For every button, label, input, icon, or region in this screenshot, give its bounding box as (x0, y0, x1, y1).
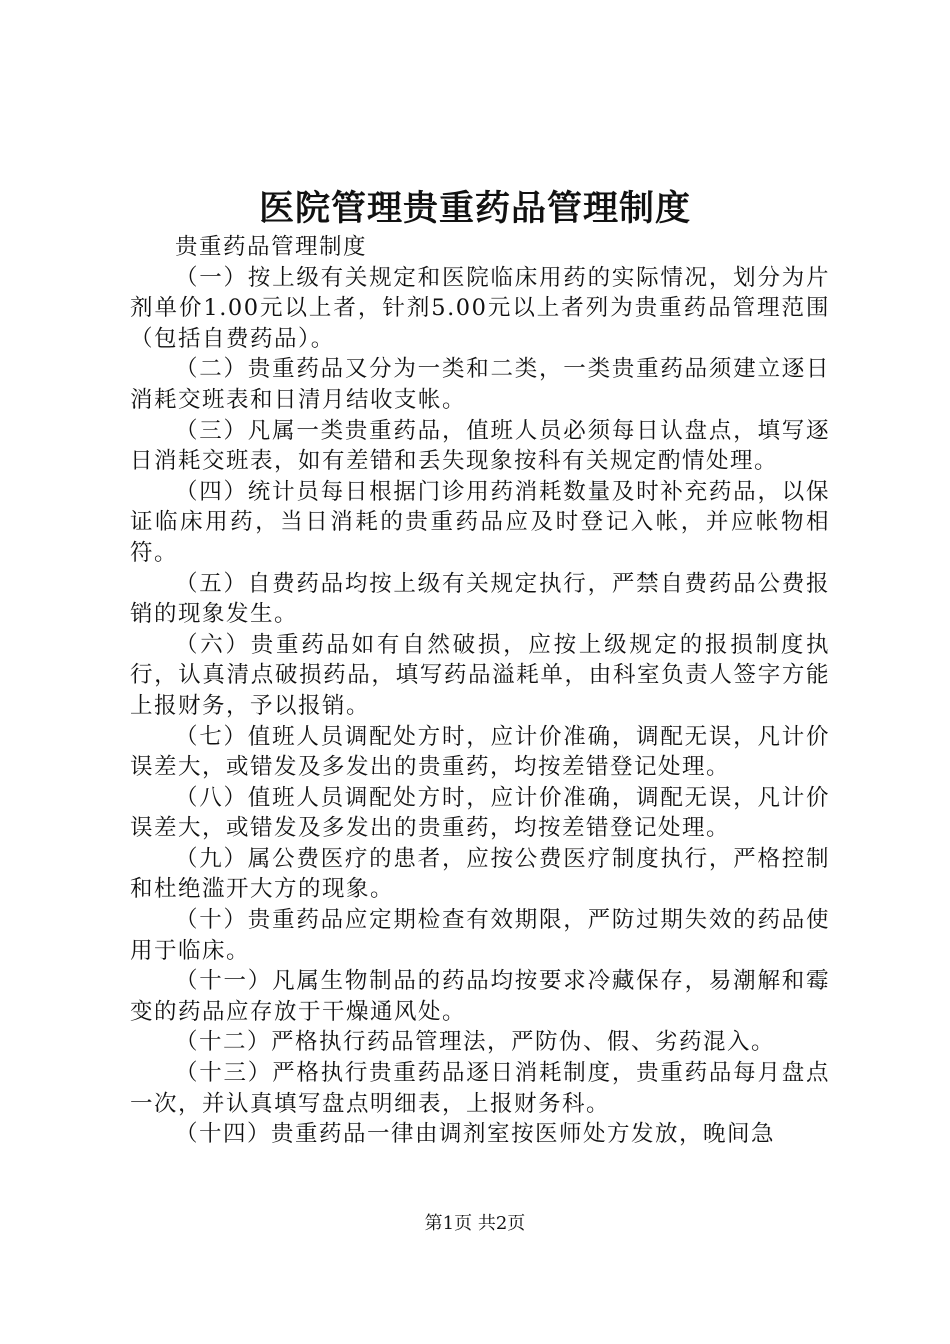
document-subtitle: 贵重药品管理制度 (175, 234, 368, 260)
document-body (130, 232, 830, 1150)
paragraph-2: （二）贵重药品又分为一类和二类，一类贵重药品须建立逐日消耗交班表和日清月结收支帐。 (130, 356, 830, 413)
page-number-footer: 第1页 共2页 (424, 1213, 526, 1234)
paragraph-7: （七）值班人员调配处方时，应计价准确，调配无误，凡计价误差大，或错发及多发出的贵重药，均按差错登记处理。 (130, 723, 830, 781)
paragraph-11: （十一）凡属生物制品的药品均按要求冷藏保存，易潮解和霉变的药品应存放于干燥通风处。 (130, 968, 830, 1025)
paragraph-1: （一）按上级有关规定和医院临床用药的实际情况，划分为片剂单价1.00元以上者，针剂5.00元以上者列为贵重药品管理范围（包括自费药品）。 (130, 264, 830, 352)
paragraph-13: （十三）严格执行贵重药品逐日消耗制度，贵重药品每月盘点一次，并认真填写盘点明细表，上报财务科。 (130, 1060, 830, 1117)
paragraph-8: （八）值班人员调配处方时，应计价准确，调配无误，凡计价误差大，或错发及多发出的贵重药，均按差错登记处理。 (130, 784, 830, 842)
paragraph-6: （六）贵重药品如有自然破损，应按上级规定的报损制度执行，认真清点破损药品，填写药品溢耗单，由科室负责人签字方能上报财务，予以报销。 (130, 631, 830, 719)
document-title: 医院管理贵重药品管理制度 (258, 188, 691, 229)
paragraph-12: （十二）严格执行药品管理法，严防伪、假、劣药混入。 (175, 1029, 776, 1056)
paragraph-4: （四）统计员每日根据门诊用药消耗数量及时补充药品，以保证临床用药，当日消耗的贵重药品应及时登记入帐，并应帐物相符。 (130, 478, 830, 566)
paragraph-10: （十）贵重药品应定期检查有效期限，严防过期失效的药品使用于临床。 (130, 907, 830, 964)
paragraph-3: （三）凡属一类贵重药品，值班人员必须每日认盘点，填写逐日消耗交班表，如有差错和丢失现象按科有关规定酌情处理。 (130, 417, 830, 475)
paragraph-9: （九）属公费医疗的患者，应按公费医疗制度执行，严格控制和杜绝滥开大方的现象。 (130, 845, 830, 903)
paragraph-14: （十四）贵重药品一律由调剂室按医师处方发放，晚间急 (175, 1121, 776, 1148)
paragraph-5: （五）自费药品均按上级有关规定执行，严禁自费药品公费报销的现象发生。 (130, 570, 830, 628)
